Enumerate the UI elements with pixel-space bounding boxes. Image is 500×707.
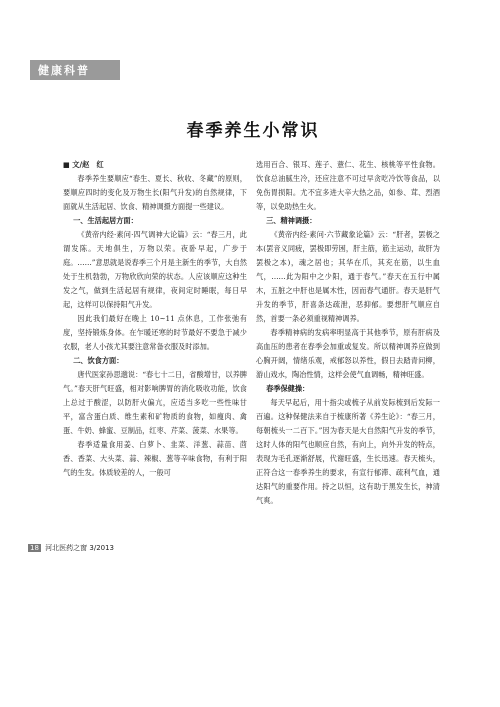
paragraph: 因此我们最好在晚上 10~11 点休息，工作张弛有度，坚持锻炼身体。在乍暖还寒的时节最好不要急于减少衣服，老人小孩尤其要注意常备衣服及时添加。 (63, 314, 247, 351)
paragraph: 春季精神病的发病率明显高于其他季节，原有肝病及高血压的患者在春季会加重或复发。所以精神调养应做到心胸开阔，情绪乐观，戒郁怒以养性，假日去踏青问柳，游山戏水，陶冶性情，这样会使气血调畅，精神旺盛。 (256, 328, 440, 379)
paragraph: 《黄帝内经·素问·四气调神大论篇》云：“春三月，此谓发陈。天地俱生，万物以荣。夜卧早起，广步于庭。……”意思就是说春季三个月是主新生的季节，大自然处于生机勃勃，万物欣欣向荣的状态。人应该顺应这种生发之气，做到生活起居有规律，夜间定时睡眠，每日早起，这样可以保持阳气升发。 (63, 230, 247, 309)
author-line: ■ 文/赵 红 (63, 160, 104, 169)
journal-name: 河北医药之窗 3/2013 (45, 544, 115, 552)
section-heading: 一、生活起居方面： (73, 216, 138, 225)
article-title: 春季养生小常识 (186, 121, 320, 141)
paragraph: 《黄帝内经·素问·六节藏象论篇》云：“肝者，罢极之本(罢音义同疲，罢极即劳困，肝主筋，筋主运动，故肝为罢极之本)，魂之居也；其华在爪，其充在筋，以生血气，……此为阳中之少阳，通于春气。”春天在五行中属木，五脏之中肝也是属木性，因而春气通肝。春天是肝气升发的季节，肝喜条达疏泄，恶抑郁。要想肝气顺应自然，首要一条必须重视精神调养。 (256, 230, 440, 323)
page-number: 18 (30, 544, 39, 552)
paragraph: 每天早起后，用十指尖或梳子从前发际梳到后发际一百遍。这种保健法来自于梳康所著《养生论》：“春三月，每朝梳头一二百下。”因为春天是大自然阳气升发的季节，这时人体的阳气也顺应自然，有向上，向外升发的特点，表现为毛孔逐渐舒展，代谢旺盛，生长迅速。春天梳头，正符合这一春季养生的要求，有宣行郁滞、疏利气血，通达阳气的重要作用。持之以恒，这有助于黑发生长，神清气爽。 (256, 398, 440, 505)
section-heading: 春季保健操： (266, 384, 310, 393)
paragraph: 选用百合、银耳、莲子、薏仁、花生、核桃等平性食物。饮食总油腻生冷，还应注意不可过早贪吃冷饮等食品，以免伤胃损阳。尤不宜多进大辛大热之品，如参、茸、烈酒等，以免助热生火。 (256, 160, 440, 211)
section-tag: 健康科普 (38, 64, 90, 77)
paragraph: 春季适量食用姜、白萝卜、韭菜、洋葱、蒜苗、茴香、香菜、大头菜、蒜、辣椒、葱等辛味食物，有利于阳气的生发。体质较差的人，一般可 (63, 440, 247, 477)
paragraph: 春季养生要顺应“春生、夏长、秋收、冬藏”的原则，要顺应四时的变化及万物生长(阳气升发)的自然规律，下面就从生活起居、饮食、精神调摄方面提一些建议。 (63, 174, 247, 211)
section-heading: 三、精神调摄： (266, 216, 317, 225)
section-heading: 二、饮食方面： (73, 356, 124, 365)
left-column (63, 158, 247, 480)
page-footer (28, 543, 114, 553)
right-column (256, 158, 440, 508)
header-band (0, 0, 500, 96)
paragraph: 唐代医家孙思邈说：“春七十二日，省酸增甘，以养脾气。”春天肝气旺盛，相对影响脾胃的消化吸收功能，饮食上总过于酸涩，以防肝火偏亢，应适当多吃一些性味甘平，富含蛋白质、维生素和矿物质的食物，如瘦肉、禽蛋、牛奶、蜂蜜、豆制品，红枣、芹菜、菠菜、水果等。 (63, 370, 247, 435)
